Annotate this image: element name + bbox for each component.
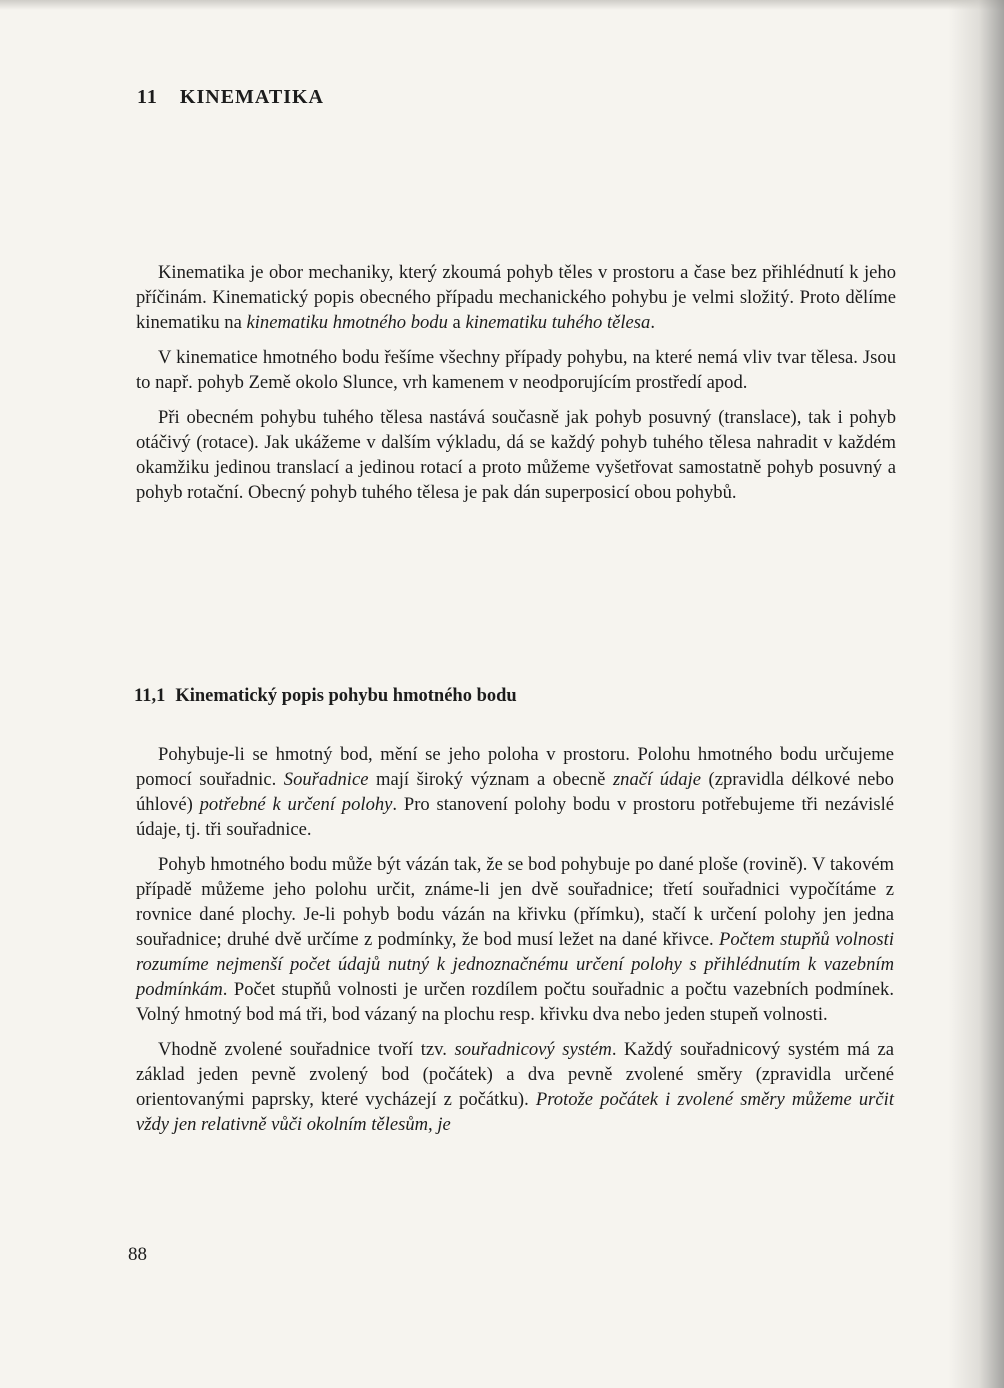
section-p2-emphasis-a: Počtem stupňů volnosti rozumíme nejmenší počet údajů nutný k jednoznačnému určení polohy s přihlédnutím k vazebním podmínkám [136, 929, 894, 1000]
page-top-edge [0, 0, 1004, 10]
section-p1-emphasis-c: potřebné k určení polohy [199, 794, 393, 815]
section-paragraph-3 [136, 1037, 894, 1137]
intro-p1-text-b: a [447, 312, 466, 333]
intro-text [136, 260, 896, 505]
section-heading [134, 686, 517, 707]
intro-p1-text-c: . [650, 312, 655, 333]
section-number: 11,1 [134, 686, 166, 706]
intro-paragraph-2: V kinematice hmotného bodu řešíme všechny případy pohybu, na které nemá vliv tvar tělesa. Jsou to např. pohyb Země okolo Slunce, vrh kamenem v neodporujícím prostředí apod. [136, 347, 896, 393]
section-p2-text-b: . Počet stupňů volnosti je určen rozdílem počtu souřadnic a počtu vazebních podmínek. Volný hmotný bod má tři, bod vázaný na plochu resp. křivku dva nebo jeden stupeň volnosti. [136, 979, 894, 1025]
section-title: Kinematický popis pohybu hmotného bodu [175, 686, 517, 706]
section-p1-emphasis-a: Souřadnice [283, 769, 369, 790]
chapter-title: KINEMATIKA [179, 86, 324, 108]
chapter-heading [137, 86, 324, 109]
intro-p1-text-a: Kinematika je obor mechaniky, který zkoumá pohyb těles v prostoru a čase bez přihlédnutí k jeho příčinám. Kinematický popis obecného případu mechanického pohybu je velmi složitý. Proto dělíme kinematiku na [136, 262, 896, 333]
section-paragraph-1 [136, 742, 894, 842]
intro-p1-emphasis-a: kinematiku hmotného bodu [246, 312, 448, 333]
section-p1-emphasis-b: značí údaje [612, 769, 702, 790]
section-p1-text-b: mají široký význam a obecně [368, 769, 613, 790]
intro-paragraph-1 [136, 260, 896, 335]
chapter-number: 11 [137, 86, 158, 108]
section-p3-emphasis-a: souřadnicový systém [454, 1039, 612, 1060]
book-spine-shadow [948, 0, 1004, 1388]
section-paragraph-2 [136, 852, 894, 1027]
section-p3-emphasis-b: Protože počátek i zvolené směry můžeme určit vždy jen relativně vůči okolním tělesům, je [136, 1089, 894, 1135]
intro-paragraph-3: Při obecném pohybu tuhého tělesa nastává současně jak pohyb posuvný (translace), tak i pohyb otáčivý (rotace). Jak ukážeme v dalším výkladu, dá se každý pohyb tuhého tělesa nahradit v každém okamžiku jedinou translací a jedinou rotací a proto můžeme vyšetřovat samostatně pohyb posuvný a pohyb rotační. Obecný pohyb tuhého tělesa je pak dán superposicí obou pohybů. [136, 407, 896, 503]
section-p1-text-d: . Pro stanovení polohy bodu v prostoru potřebujeme tři nezávislé údaje, tj. tři souřadnice. [136, 794, 894, 840]
section-p1-text-a: Pohybuje-li se hmotný bod, mění se jeho poloha v prostoru. Polohu hmotného bodu určujeme pomocí souřadnic. [136, 744, 894, 790]
section-p3-text-a: Vhodně zvolené souřadnice tvoří tzv. [158, 1039, 455, 1060]
page-number: 88 [128, 1244, 147, 1265]
section-text [136, 742, 894, 1137]
intro-p1-emphasis-b: kinematiku tuhého tělesa [465, 312, 651, 333]
section-p3-text-b: . Každý souřadnicový systém má za základ jeden pevně zvolený bod (počátek) a dva pevně zvolené směry (zpravidla určené orientovanými paprsky, které vycházejí z počátku). [136, 1039, 894, 1110]
section-p2-text-a: Pohyb hmotného bodu může být vázán tak, že se bod pohybuje po dané ploše (rovině). V takovém případě můžeme jeho polohu určit, známe-li jen dvě souřadnice; třetí souřadnici vypočítáme z rovnice dané plochy. Je-li pohyb bodu vázán na křivku (přímku), stačí k určení polohy jen jedna souřadnice; druhé dvě určíme z podmínky, že bod musí ležet na dané křivce. [136, 854, 894, 950]
section-p1-text-c: (zpravidla délkové nebo úhlové) [136, 769, 894, 815]
